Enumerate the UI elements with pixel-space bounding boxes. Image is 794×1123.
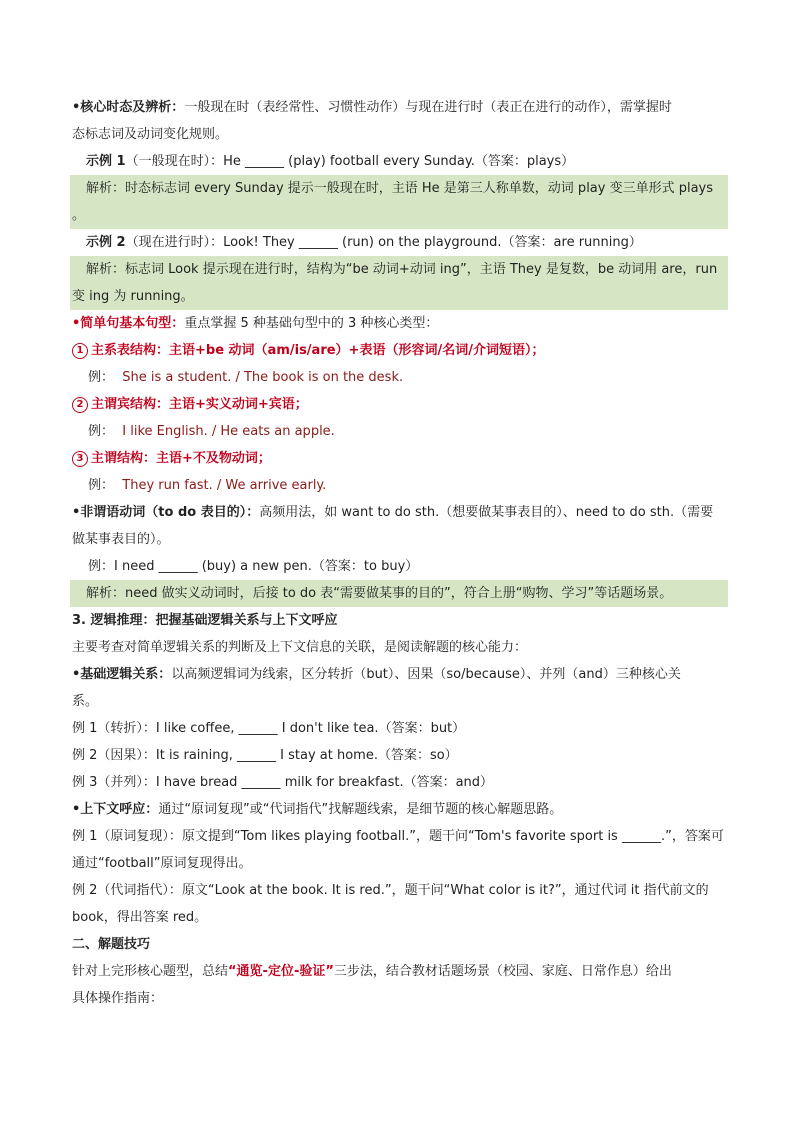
example-2-text: （现在进行时）：Look! They ______ (run) on the playground.（答案：are running） <box>125 235 642 250</box>
nonfinite-bullet-cont: 做某事表目的）。 <box>72 532 170 547</box>
example-2-label: 示例 2 <box>86 235 126 250</box>
part-2-intro-before: 针对上完形核心题型，总结 <box>72 964 229 979</box>
pattern-type-1-text: 主系表结构：主语+be 动词（am/is/are）+表语（形容词/名词/介词短语）； <box>91 343 545 358</box>
context-bullet <box>72 796 728 823</box>
pattern-type-3-text: 主谓结构：主语+不及物动词； <box>91 451 271 466</box>
logic-example-3: 例 3（并列）：I have bread ______ milk for breakfast.（答案：and） <box>72 775 494 790</box>
context-example-1-cont: 通过“football”原词复现得出。 <box>72 856 252 871</box>
example-2-analysis-cont: 变 ing 为 running。 <box>70 283 728 310</box>
tense-bullet-text: 一般现在时（表经常性、习惯性动作）与现在进行时（表正在进行的动作），需掌握时 <box>184 100 672 115</box>
section-3-heading: 3. 逻辑推理：把握基础逻辑关系与上下文呼应 <box>72 613 338 628</box>
sentence-pattern-label: •简单句基本句型： <box>72 316 185 331</box>
example-3: 例：I need ______ (buy) a new pen.（答案：to buy） <box>88 559 419 574</box>
sentence-pattern-bullet <box>72 310 728 337</box>
pattern-type-2-example <box>72 418 728 445</box>
pattern-type-2-text: 主谓宾结构：主语+实义动词+宾语； <box>91 397 308 412</box>
logic-example-1: 例 1（转折）：I like coffee, ______ I don't like tea.（答案：but） <box>72 721 466 736</box>
tense-bullet <box>72 94 728 121</box>
pattern-type-1 <box>72 337 728 364</box>
circled-number-1: 1 <box>72 343 88 359</box>
pattern-type-2-example-text: I like English. / He eats an apple. <box>122 424 335 439</box>
logic-bullet-text: 以高频逻辑词为线索，区分转折（but）、因果（so/because）、并列（and）三种核心关 <box>171 667 681 682</box>
context-bullet-label: •上下文呼应： <box>72 802 159 817</box>
context-example-2: 例 2（代词指代）：原文“Look at the book. It is red.”，题干问“What color is it?”，通过代词 it 指代前文的 <box>72 883 709 898</box>
nonfinite-bullet <box>72 499 728 526</box>
logic-example-2: 例 2（因果）：It is raining, ______ I stay at home.（答案：so） <box>72 748 458 763</box>
logic-bullet <box>72 661 728 688</box>
example-label: 例： <box>88 478 115 493</box>
part-2-intro <box>72 958 728 985</box>
pattern-type-1-example-text: She is a student. / The book is on the desk. <box>122 370 404 385</box>
example-3-analysis: 解析：need 做实义动词时，后接 to do 表“需要做某事的目的”，符合上册“购物、学习”等话题场景。 <box>70 580 728 607</box>
pattern-type-3-example <box>72 472 728 499</box>
example-1 <box>72 148 728 175</box>
pattern-type-1-example <box>72 364 728 391</box>
example-2 <box>72 229 728 256</box>
pattern-type-3-example-text: They run fast. / We arrive early. <box>122 478 327 493</box>
example-label: 例： <box>88 370 115 385</box>
context-bullet-text: 通过“原词复现”或“代词指代”找解题线索，是细节题的核心解题思路。 <box>158 802 563 817</box>
example-1-label: 示例 1 <box>86 154 126 169</box>
sentence-pattern-text: 重点掌握 5 种基础句型中的 3 种核心类型： <box>184 316 439 331</box>
example-label: 例： <box>88 424 115 439</box>
example-1-text: （一般现在时）：He ______ (play) football every Sunday.（答案：plays） <box>125 154 575 169</box>
tense-bullet-label: •核心时态及辨析： <box>72 100 185 115</box>
logic-bullet-label: •基础逻辑关系： <box>72 667 172 682</box>
nonfinite-bullet-label: •非谓语动词（to do 表目的）： <box>72 505 260 520</box>
pattern-type-3 <box>72 445 728 472</box>
circled-number-2: 2 <box>72 397 88 413</box>
part-2-intro-highlight: “通览-定位-验证” <box>228 964 334 979</box>
context-example-1: 例 1（原词复现）：原文提到“Tom likes playing football.”，题干问“Tom's favorite sport is ______.”，答案可 <box>72 829 724 844</box>
context-example-2-cont: book，得出答案 red。 <box>72 910 208 925</box>
example-2-analysis: 解析：标志词 Look 提示现在进行时，结构为“be 动词+动词 ing”，主语 They 是复数，be 动词用 are，run <box>70 256 728 283</box>
example-1-analysis: 解析：时态标志词 every Sunday 提示一般现在时，主语 He 是第三人称单数，动词 play 变三单形式 plays <box>70 175 728 202</box>
document-page <box>72 94 728 1012</box>
part-2-heading: 二、解题技巧 <box>72 937 151 952</box>
pattern-type-2 <box>72 391 728 418</box>
part-2-intro-after: 三步法，结合教材话题场景（校园、家庭、日常作息）给出 <box>333 964 672 979</box>
circled-number-3: 3 <box>72 451 88 467</box>
logic-bullet-cont: 系。 <box>72 694 99 709</box>
example-1-analysis-cont: 。 <box>70 202 728 229</box>
nonfinite-bullet-text: 高频用法，如 want to do sth.（想要做某事表目的）、need to do sth.（需要 <box>259 505 714 520</box>
tense-bullet-cont: 态标志词及动词变化规则。 <box>72 127 229 142</box>
section-3-intro: 主要考查对简单逻辑关系的判断及上下文信息的关联，是阅读解题的核心能力： <box>72 640 528 655</box>
part-2-intro-cont: 具体操作指南： <box>72 991 164 1006</box>
